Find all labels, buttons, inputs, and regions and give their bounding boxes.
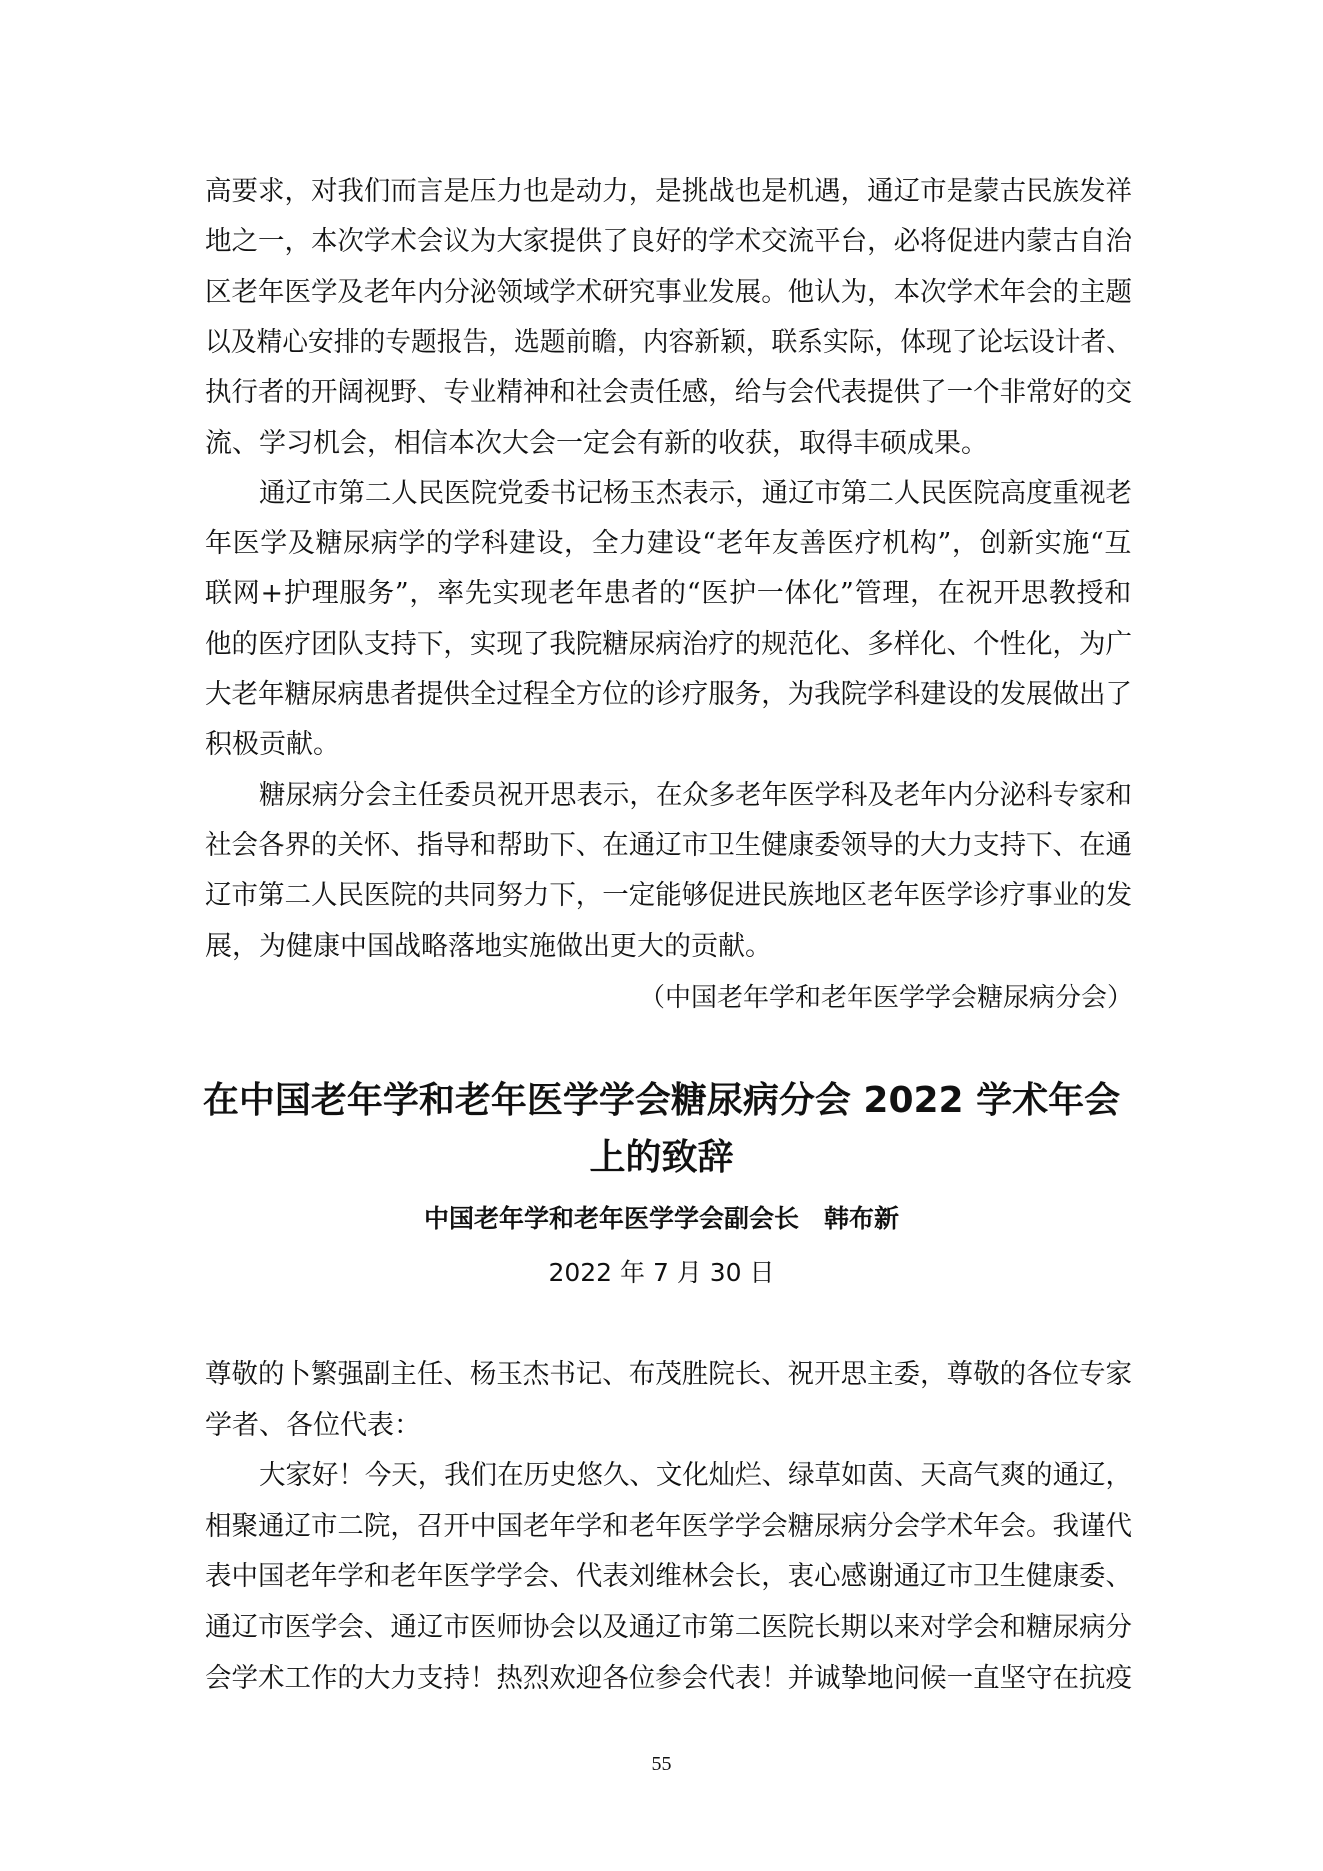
text-line [205,225,1132,259]
text-line-content: 社会各界的关怀、指导和帮助下、在通辽市卫生健康委领导的大力支持下、在通 [205,829,1132,861]
article-title-line2: 上的致辞 [589,1137,734,1178]
text-line [205,577,1132,611]
text-line-content: 糖尿病分会主任委员祝开思表示，在众多老年医学科及老年内分泌科专家和 [259,779,1132,811]
text-line-content: 学者、各位代表： [205,1409,421,1441]
text-line-content: 高要求，对我们而言是压力也是动力，是挑战也是机遇，通辽市是蒙古民族发祥 [205,176,1132,207]
text-line [205,175,1132,209]
text-line [205,376,1132,410]
article-author: 中国老年学和老年医学学会副会长 韩布新 [423,1204,899,1233]
text-line [205,1662,1132,1696]
text-line-content: 地之一，本次学术会议为大家提供了良好的学术交流平台，必将促进内蒙古自治 [205,226,1132,258]
text-line [205,1510,1132,1544]
text-line-content: 积极贡献。 [205,729,340,761]
text-line [205,728,1132,762]
text-line [205,930,1132,964]
text-line-content: 他的医疗团队支持下，实现了我院糖尿病治疗的规范化、多样化、个性化，为广 [205,628,1132,660]
text-line [205,527,1132,561]
text-line [205,628,1132,662]
text-line-content: 流、学习机会，相信本次大会一定会有新的收获，取得丰硕成果。 [205,427,988,459]
text-line [205,1459,1132,1493]
text-line-content: 尊敬的卜繁强副主任、杨玉杰书记、布茂胜院长、祝开思主委，尊敬的各位专家 [205,1359,1132,1390]
text-line [205,879,1132,913]
text-line [205,829,1132,863]
text-line [205,779,1132,813]
text-line [205,1409,1132,1443]
text-line [205,1560,1132,1594]
text-line-content: 通辽市医学会、通辽市医师协会以及通辽市第二医院长期以来对学会和糖尿病分 [205,1612,1132,1643]
page-number: 55 [651,1753,672,1775]
text-line-content: 表中国老年学和老年医学学会、代表刘维林会长，衷心感谢通辽市卫生健康委、 [205,1561,1132,1593]
text-line-content: 区老年医学及老年内分泌领域学术研究事业发展。他认为，本次学术年会的主题 [205,276,1132,308]
text-line [205,1358,1132,1392]
text-line-content: 年医学及糖尿病学的学科建设，全力建设“老年友善医疗机构”，创新实施“互 [205,528,1132,560]
text-line [205,1611,1132,1645]
text-line [205,427,1132,461]
text-line [205,326,1132,360]
text-line-content: 展，为健康中国战略落地实施做出更大的贡献。 [205,930,772,962]
attribution: （中国老年学和老年医学学会糖尿病分会） [638,983,1133,1013]
text-line [205,477,1132,511]
text-line-content: 大家好！今天，我们在历史悠久、文化灿烂、绿草如茵、天高气爽的通辽， [259,1460,1132,1492]
text-line-content: 辽市第二人民医院的共同努力下，一定能够促进民族地区老年医学诊疗事业的发 [205,880,1132,912]
text-line-content: 通辽市第二人民医院党委书记杨玉杰表示，通辽市第二人民医院高度重视老 [259,477,1132,509]
text-line-content: 大老年糖尿病患者提供全过程全方位的诊疗服务，为我院学科建设的发展做出了 [205,679,1132,710]
text-line [205,678,1132,712]
text-line-content: 联网+护理服务”，率先实现老年患者的“医护一体化”管理，在祝开思教授和 [205,578,1132,610]
text-line-content: 会学术工作的大力支持！热烈欢迎各位参会代表！并诚挚地问候一直坚守在抗疫 [205,1662,1132,1694]
article-date: 2022 年 7 月 30 日 [548,1258,775,1287]
text-line-content: 以及精心安排的专题报告，选题前瞻，内容新颖，联系实际，体现了论坛设计者、 [205,326,1132,358]
text-line-content: 执行者的开阔视野、专业精神和社会责任感，给与会代表提供了一个非常好的交 [205,377,1132,409]
text-line [205,276,1132,310]
article-title-line1: 在中国老年学和老年医学学会糖尿病分会 2022 学术年会 [202,1080,1121,1121]
text-line-content: 相聚通辽市二院，召开中国老年学和老年医学学会糖尿病分会学术年会。我谨代 [205,1510,1132,1542]
